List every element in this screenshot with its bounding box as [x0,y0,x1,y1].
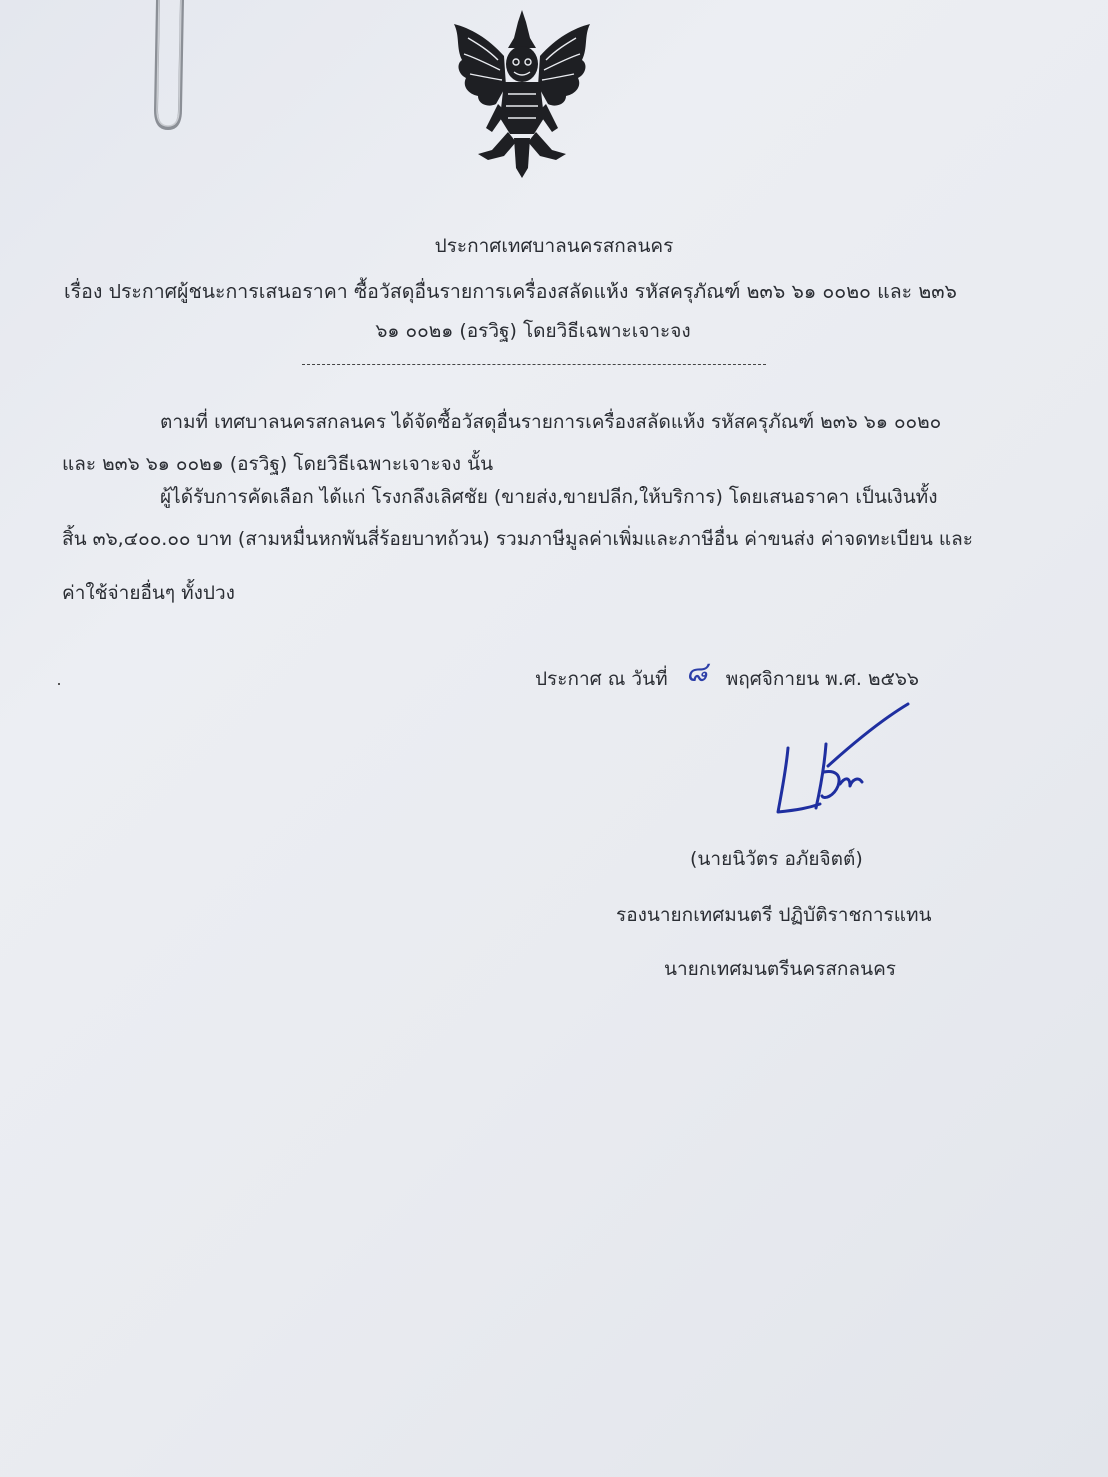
announcement-date [535,655,919,690]
paragraph-2-line-1: ผู้ได้รับการคัดเลือก ได้แก่ โรงกลึงเลิศชัย (ขายส่ง,ขายปลีก,ให้บริการ) โดยเสนอราคา เป็นเงินทั้ง [160,486,938,508]
signer-position-1: รองนายกเทศมนตรี ปฏิบัติราชการแทน [616,904,932,926]
garuda-emblem-icon [448,8,596,180]
paper-clip-icon [148,0,188,140]
date-day-handwritten: ๘ [685,655,708,688]
signer-name: (นายนิวัตร อภัยจิตต์) [690,848,863,870]
document-title: ประกาศเทศบาลนครสกลนคร [434,235,674,257]
paragraph-1-line-2: และ ๒๓๖ ๖๑ ๐๐๒๑ (อรวิฐ) โดยวิธีเฉพาะเจาะจง นั้น [62,453,494,475]
handwritten-signature [768,700,913,820]
date-month-year: พฤศจิกายน พ.ศ. ๒๕๖๖ [725,668,919,690]
date-prefix: ประกาศ ณ วันที่ [535,668,668,690]
subject-line-2: ๖๑ ๐๐๒๑ (อรวิฐ) โดยวิธีเฉพาะเจาะจง [375,320,691,342]
paper-speck [58,683,60,685]
paragraph-1-line-1: ตามที่ เทศบาลนครสกลนคร ได้จัดซื้อวัสดุอื่นรายการเครื่องสลัดแห้ง รหัสครุภัณฑ์ ๒๓๖ ๖๑ ๐๐๒๐ [160,411,942,433]
signer-position-2: นายกเทศมนตรีนครสกลนคร [664,958,896,980]
dashed-divider [302,364,766,365]
subject-line-1: เรื่อง ประกาศผู้ชนะการเสนอราคา ซื้อวัสดุอื่นรายการเครื่องสลัดแห้ง รหัสครุภัณฑ์ ๒๓๖ ๖๑ ๐๐๒๐ และ ๒๓๖ [64,280,957,303]
paragraph-2-line-2: สิ้น ๓๖,๔๐๐.๐๐ บาท (สามหมื่นหกพันสี่ร้อยบาทถ้วน) รวมภาษีมูลค่าเพิ่มและภาษีอื่น ค่าขนส่ง ค่าจดทะเบียน และ [62,528,973,550]
paragraph-2-line-3: ค่าใช้จ่ายอื่นๆ ทั้งปวง [62,582,235,604]
